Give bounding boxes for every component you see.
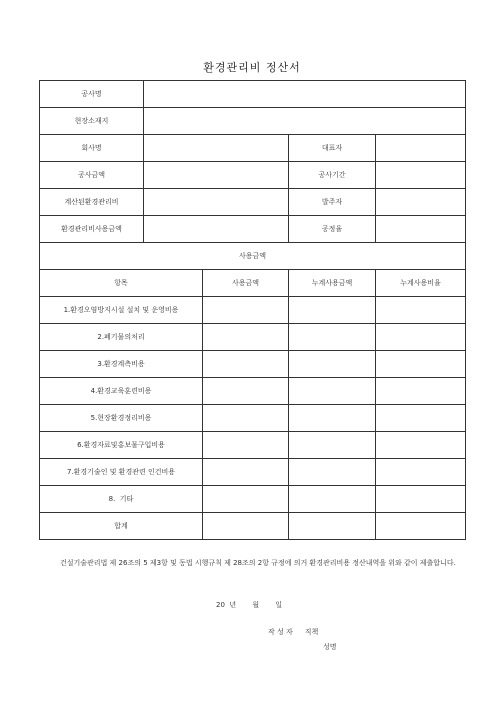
used-amount-cell[interactable] [203,297,289,324]
used-amount-cell[interactable] [203,324,289,351]
progress-rate-label: 공정율 [289,216,376,243]
cumulative-amount-cell[interactable] [289,432,376,459]
item-label: 6.환경자료및홍보물구입비용 [40,432,203,459]
construction-period-field[interactable] [376,162,466,189]
contract-row [40,162,466,189]
cumulative-amount-cell[interactable] [289,459,376,486]
company-row [40,135,466,162]
used-amount-cell[interactable] [203,486,289,513]
used-amount-cell[interactable] [203,351,289,378]
cumulative-rate-cell[interactable] [376,486,466,513]
author-label: 작 성 자 [268,628,293,636]
calculated-cost-label: 계산된환경관리비 [40,189,144,216]
used-amount-cell[interactable] [203,432,289,459]
column-header-used: 사용금액 [203,270,289,297]
table-row [40,405,466,432]
table-row [40,459,466,486]
site-address-field[interactable] [144,108,466,135]
project-name-row [40,81,466,108]
project-name-label: 공사명 [40,81,144,108]
table-row [40,351,466,378]
total-label: 합계 [40,513,203,540]
company-name-label: 회사명 [40,135,144,162]
total-row [40,513,466,540]
date-year: 20 년 [216,601,237,609]
contract-amount-label: 공사금액 [40,162,144,189]
table-row [40,378,466,405]
used-amount-field[interactable] [144,216,289,243]
cumulative-rate-cell[interactable] [376,351,466,378]
representative-label: 대표자 [289,135,376,162]
table-row [40,486,466,513]
table-row [40,324,466,351]
site-address-label: 현장소재지 [40,108,144,135]
settlement-form-table [39,80,466,540]
table-row [40,432,466,459]
column-header-cumulative: 누계사용금액 [289,270,376,297]
site-address-row [40,108,466,135]
item-label: 2.폐기물의처리 [40,324,203,351]
author-signature-label: 성명 [323,643,337,651]
cumulative-amount-cell[interactable] [289,324,376,351]
usage-column-header-row [40,270,466,297]
author-position-label: 직책 [304,628,319,636]
calculated-cost-field[interactable] [144,189,289,216]
client-label: 발주자 [289,189,376,216]
calculated-cost-row [40,189,466,216]
date-month: 월 [252,601,260,609]
item-label: 4.환경교육훈련비용 [40,378,203,405]
usage-section-header-row [40,243,466,270]
item-label: 3.환경계측비용 [40,351,203,378]
cumulative-amount-cell[interactable] [289,405,376,432]
progress-rate-field[interactable] [376,216,466,243]
cumulative-amount-cell[interactable] [289,378,376,405]
cumulative-rate-cell[interactable] [376,324,466,351]
total-cumulative-rate-cell[interactable] [376,513,466,540]
total-cumulative-amount-cell[interactable] [289,513,376,540]
used-amount-cell[interactable] [203,405,289,432]
usage-section-label: 사용금액 [40,243,466,270]
author-line [268,627,318,637]
page-title: 환경관리비 정산서 [203,61,301,74]
used-amount-row [40,216,466,243]
column-header-item: 항목 [40,270,203,297]
cumulative-rate-cell[interactable] [376,378,466,405]
submission-date [216,600,296,610]
cumulative-rate-cell[interactable] [376,432,466,459]
contract-amount-field[interactable] [144,162,289,189]
client-field[interactable] [376,189,466,216]
company-name-field[interactable] [144,135,289,162]
used-amount-cell[interactable] [203,378,289,405]
column-header-cumulative-rate: 누계사용비율 [376,270,466,297]
used-amount-cell[interactable] [203,459,289,486]
used-amount-label: 환경관리비사용금액 [40,216,144,243]
item-label: 5.현장환경정리비용 [40,405,203,432]
project-name-field[interactable] [144,81,466,108]
cumulative-rate-cell[interactable] [376,405,466,432]
cumulative-rate-cell[interactable] [376,297,466,324]
cumulative-amount-cell[interactable] [289,486,376,513]
item-label: 7.환경기술인 및 환경관련 인건비용 [40,459,203,486]
declaration-text: 건설기술관리법 제 26조의 5 제3항 및 동법 시행규칙 제 28조의 2항 규정에 의거 환경관리비용 정산내역을 위와 같이 제출합니다. [60,559,456,567]
cumulative-amount-cell[interactable] [289,297,376,324]
representative-field[interactable] [376,135,466,162]
item-label: 8. 기타 [40,486,203,513]
cumulative-rate-cell[interactable] [376,459,466,486]
date-day: 일 [275,601,283,609]
table-row [40,297,466,324]
cumulative-amount-cell[interactable] [289,351,376,378]
total-used-amount-cell[interactable] [203,513,289,540]
item-label: 1.환경오염방지시설 설치 및 운영비용 [40,297,203,324]
construction-period-label: 공사기간 [289,162,376,189]
